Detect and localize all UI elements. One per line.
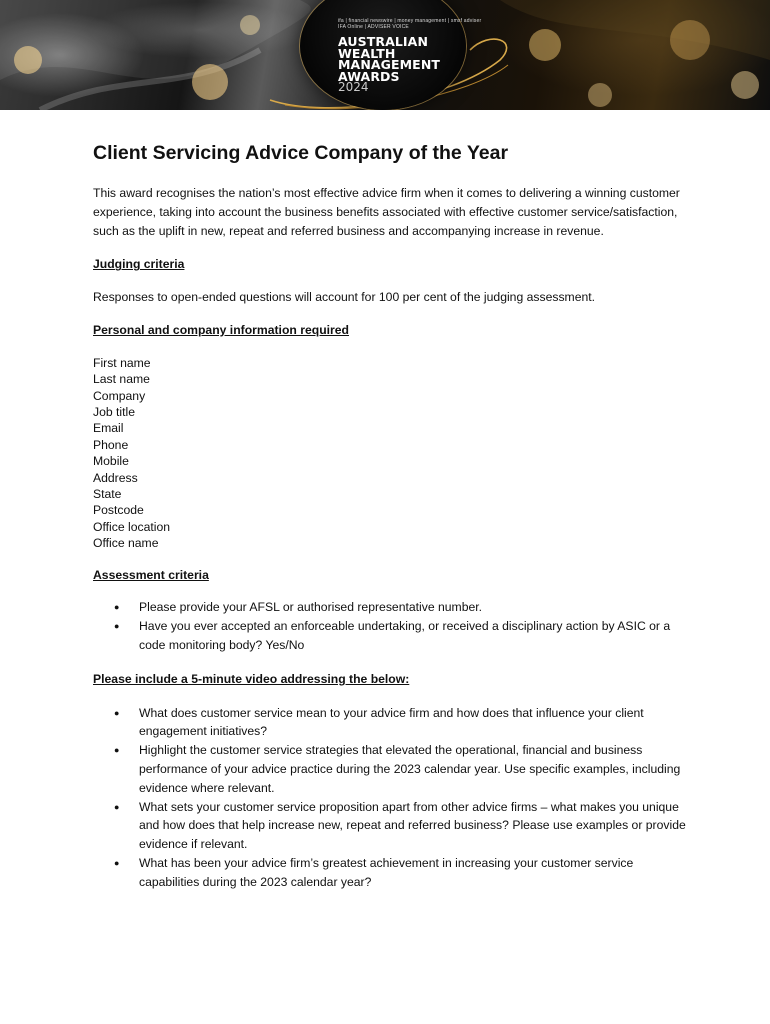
field-email: Email — [93, 421, 124, 436]
document-title: Client Servicing Advice Company of the Year — [93, 142, 509, 164]
field-last-name: Last name — [93, 372, 150, 387]
judging-criteria-text: Responses to open-ended questions will account for 100 per cent of the judging assessment. — [93, 290, 596, 305]
video-requirements-list — [93, 704, 693, 892]
field-state: State — [93, 487, 122, 502]
logo-title-line: WEALTH — [338, 45, 396, 61]
judging-criteria-heading: Judging criteria — [93, 257, 185, 272]
field-office-location: Office location — [93, 519, 171, 534]
logo-sponsor-line-2: IFA Online | ADVISER VOICE — [338, 24, 409, 30]
logo-sponsor-strip — [338, 18, 482, 30]
list-item: ● Highlight the customer service strategies that elevated the operational, financial and business performance of your advice practice during the 2023 calendar year. Use specific examples, including evidence where relevant. — [93, 741, 693, 797]
field-mobile: Mobile — [93, 454, 129, 469]
field-postcode: Postcode — [93, 503, 144, 518]
list-item: ● Please provide your AFSL or authorised representative number. — [93, 598, 693, 617]
list-item: ● What sets your customer service proposition apart from other advice firms – what makes you unique and how does that help increase new, repeat and referred business? Please use examples or provide evidence if relevant. — [93, 798, 693, 854]
field-phone: Phone — [93, 437, 129, 452]
field-company: Company — [93, 388, 146, 403]
document-body — [93, 140, 693, 892]
logo-title-line: AWARDS — [338, 68, 400, 84]
list-item: ● What has been your advice firm’s greatest achievement in increasing your customer service capabilities during the 2023 calendar year? — [93, 854, 693, 892]
logo-title-line: AUSTRALIAN — [338, 34, 429, 49]
personal-info-heading: Personal and company information required — [93, 322, 349, 337]
header-banner — [0, 0, 770, 110]
assessment-criteria-heading: Assessment criteria — [93, 567, 209, 582]
field-first-name: First name — [93, 355, 151, 370]
assessment-criteria-list — [93, 598, 693, 654]
logo-year: 2024 — [338, 80, 369, 94]
video-requirements-heading: Please include a 5-minute video addressing the below: — [93, 671, 410, 686]
field-office-name: Office name — [93, 536, 159, 551]
list-item: ● Have you ever accepted an enforceable undertaking, or received a disciplinary action by ASIC or a code monitoring body? Yes/No — [93, 617, 693, 655]
logo-title-line: MANAGEMENT — [338, 57, 441, 72]
field-address: Address — [93, 470, 138, 485]
logo-sponsor-line-1: ifa | financial newswire | money management | smsf adviser — [338, 18, 482, 24]
logo-title — [338, 36, 440, 82]
field-list — [93, 355, 693, 552]
list-item: ● What does customer service mean to your advice firm and how does that influence your client engagement initiatives? — [93, 704, 693, 742]
intro-paragraph: This award recognises the nation’s most effective advice firm when it comes to delivering a winning customer experience, taking into account the business benefits associated with effective customer service/satisfaction, such as the uplift in new, repeat and referred business and accompanying increase in revenue. — [93, 186, 680, 238]
field-job-title: Job title — [93, 405, 136, 419]
